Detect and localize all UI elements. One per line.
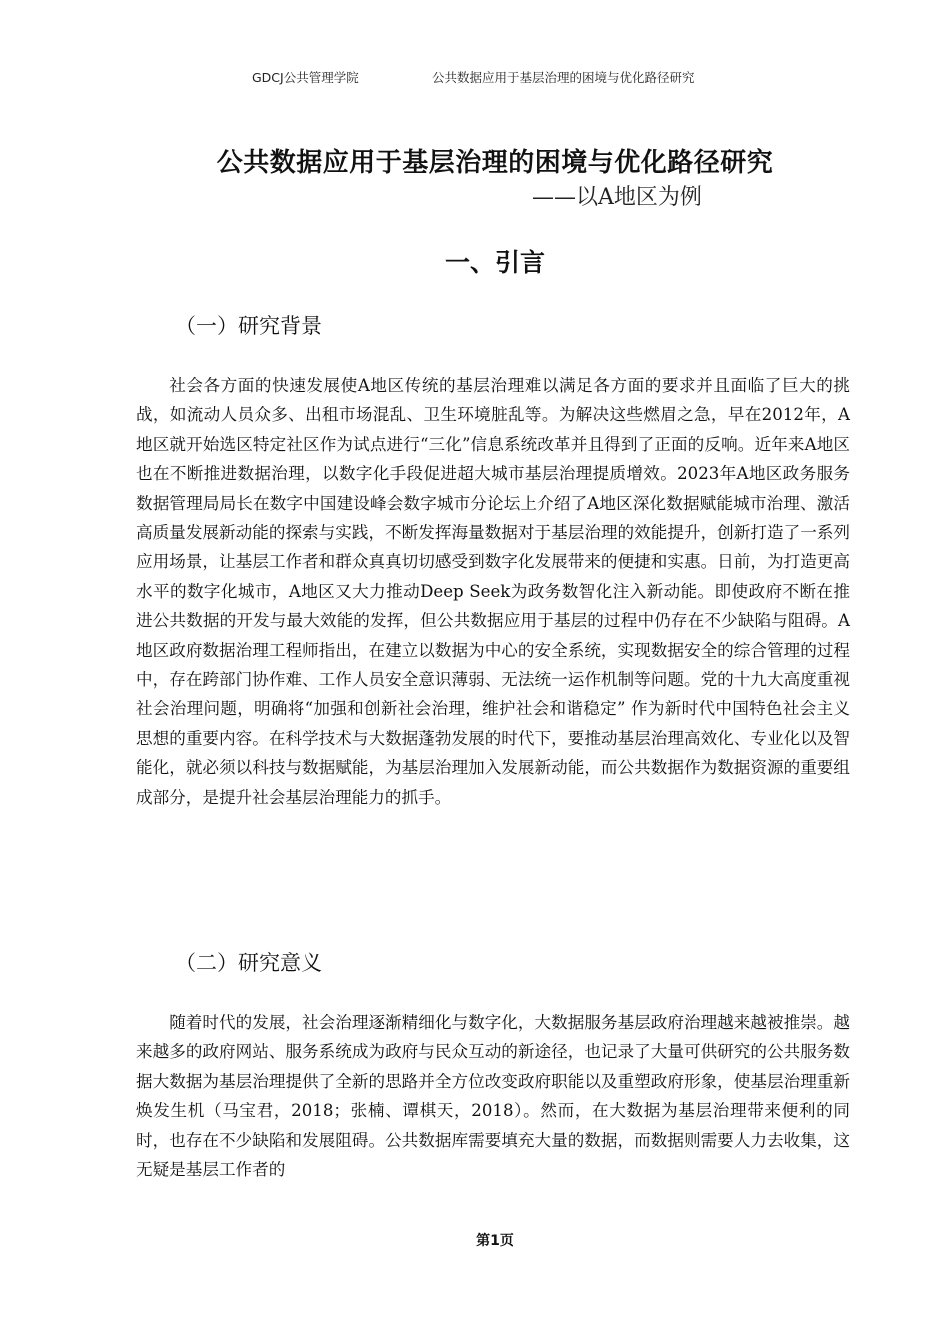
chapter-heading: 一、引言 [444, 248, 545, 277]
header-institution: GDCJ公共管理学院 [252, 70, 359, 85]
header-paper-title: 公共数据应用于基层治理的困境与优化路径研究 [432, 70, 695, 85]
running-header [0, 68, 950, 88]
page-number: 第1页 [476, 1233, 514, 1249]
document-subtitle: ——以A地区为例 [532, 185, 702, 210]
document-title: 公共数据应用于基层治理的困境与优化路径研究 [216, 148, 774, 178]
paragraph-background: 社会各方面的快速发展使A地区传统的基层治理难以满足各方面的要求并且面临了巨大的挑战，如流动人员众多、出租市场混乱、卫生环境脏乱等。为解决这些燃眉之急，早在2012年，A地区就开始选区特定社区作为试点进行“三化”信息系统改革并且得到了正面的反响。近年来A地区也在不断推进数据治理，以数字化手段促进超大城市基层治理提质增效。2023年A地区政务服务数据管理局局长在数字中国建设峰会数字城市分论坛上介绍了A地区深化数据赋能城市治理、激活高质量发展新动能的探索与实践，不断发挥海量数据对于基层治理的效能提升，创新打造了一系列应用场景，让基层工作者和群众真真切切感受到数字化发展带来的便捷和实惠。日前，为打造更高水平的数字化城市，A地区又大力推动Deep Seek为政务数智化注入新动能。即使政府不断在推进公共数据的开发与最大效能的发挥，但公共数据应用于基层的过程中仍存在不少缺陷与阻碍。A地区政府数据治理工程师指出，在建立以数据为中心的安全系统，实现数据安全的综合管理的过程中，存在跨部门协作难、工作人员安全意识薄弱、无法统一运作机制等问题。党的十九大高度重视社会治理问题，明确将“加强和创新社会治理，维护社会和谐稳定” 作为新时代中国特色社会主义思想的重要内容。在科学技术与大数据蓬勃发展的时代下，要推动基层治理高效化、专业化以及智能化，就必须以科技与数据赋能，为基层治理加入发展新动能，而公共数据作为数据资源的重要组成部分，是提升社会基层治理能力的抓手。 [136, 376, 850, 807]
section-heading-background: （一）研究背景 [175, 314, 322, 338]
paragraph-significance: 随着时代的发展，社会治理逐渐精细化与数字化，大数据服务基层政府治理越来越被推崇。越来越多的政府网站、服务系统成为政府与民众互动的新途径，也记录了大量可供研究的公共服务数据大数据为基层治理提供了全新的思路并全方位改变政府职能以及重塑政府形象，使基层治理重新焕发生机（马宝君，2018；张楠、谭棋天，2018）。然而，在大数据为基层治理带来便利的同时，也存在不少缺陷和发展阻碍。公共数据库需要填充大量的数据，而数据则需要人力去收集，这无疑是基层工作者的 [136, 1013, 850, 1180]
section-heading-significance: （二）研究意义 [175, 951, 322, 975]
